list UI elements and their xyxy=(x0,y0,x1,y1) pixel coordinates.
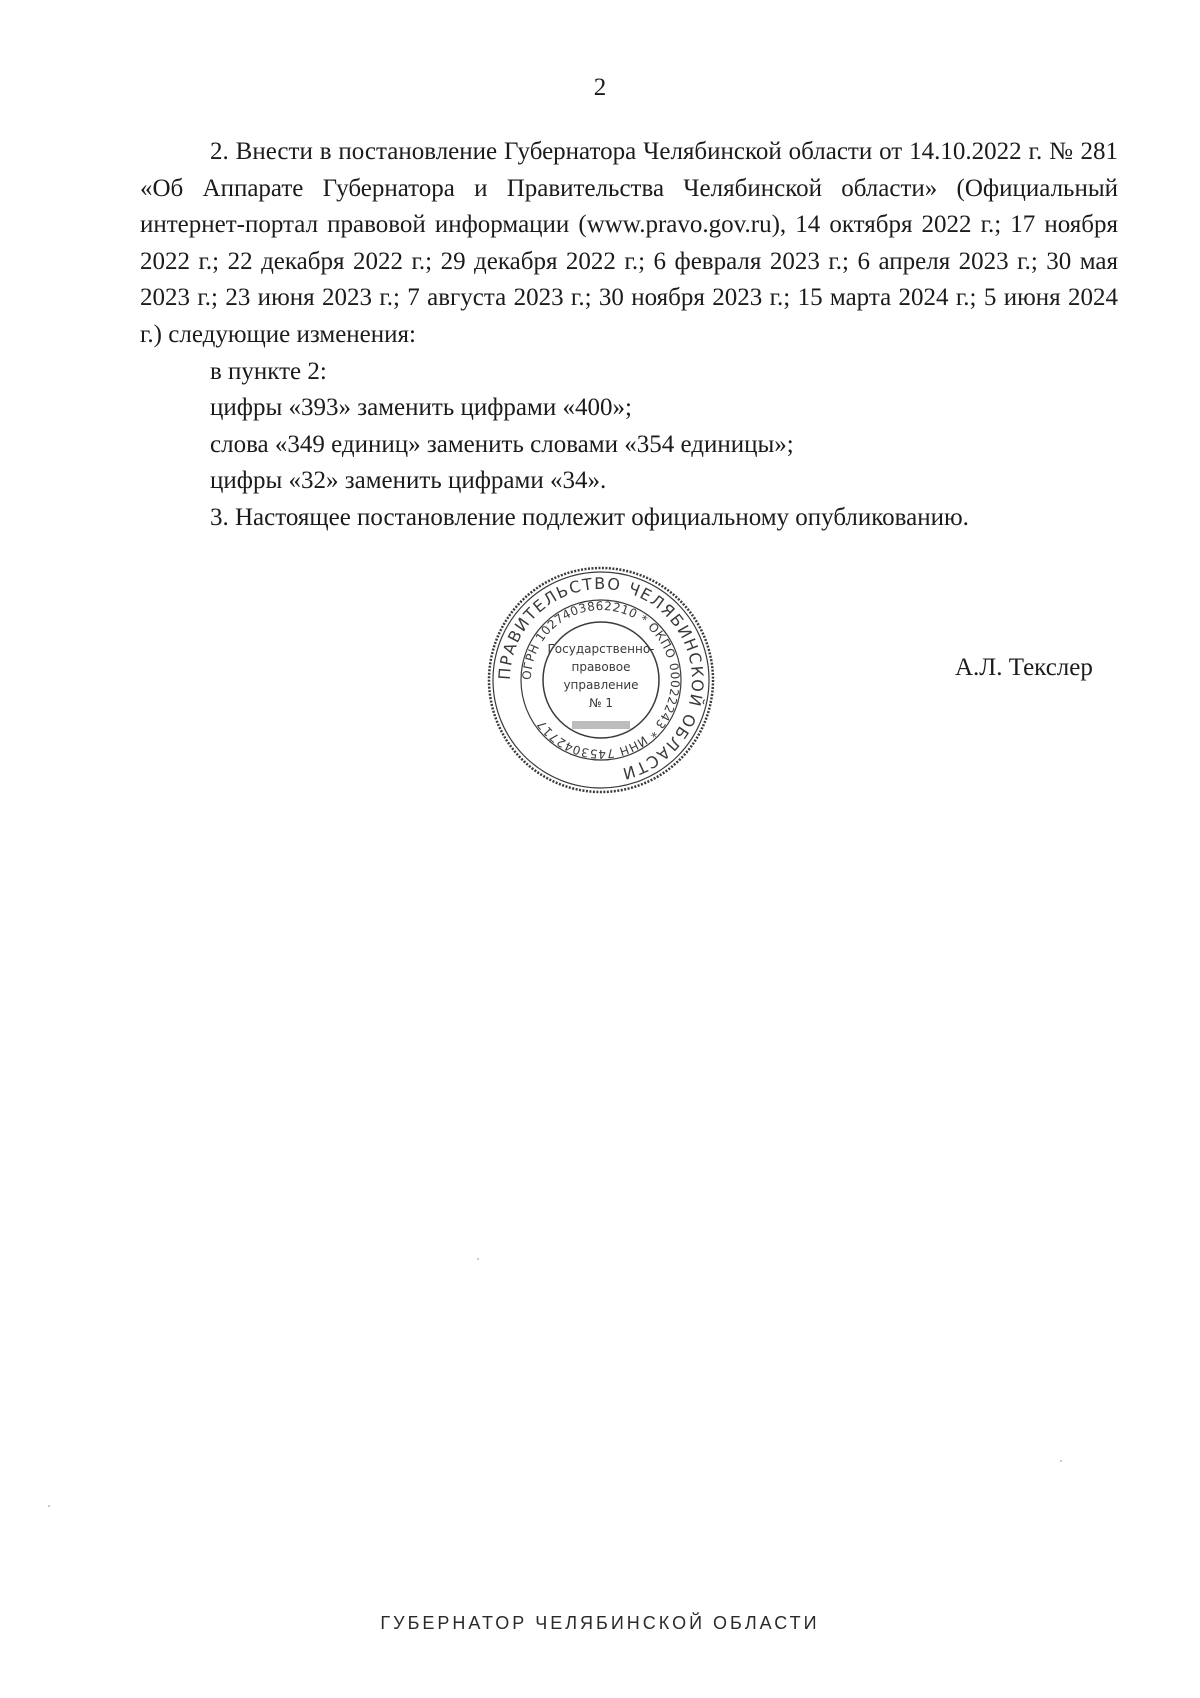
seal-center-line-4: № 1 xyxy=(589,696,613,710)
seal-outer-ring-text: ПРАВИТЕЛЬСТВО ЧЕЛЯБИНСКОЙ ОБЛАСТИ xyxy=(494,573,708,784)
paragraph-amendment: 2. Внести в постановление Губернатора Челябинской области от 14.10.2022 г. № 281 «Об Аппарате Губернатора и Правительства Челябинской области» (Официальный интернет-портал правовой информации (www.pravo.gov.ru), 14 октября 2022 г.; 17 ноября 2022 г.; 22 декабря 2022 г.; 29 декабря 2022 г.; 6 февраля 2023 г.; 6 апреля 2023 г.; 30 мая 2023 г.; 23 июня 2023 г.; 7 августа 2023 г.; 30 ноября 2023 г.; 15 марта 2024 г.; 5 июня 2024 г.) следующие изменения: xyxy=(140,138,1118,348)
paragraph-change-words: слова «349 единиц» заменить словами «354 единицы»; xyxy=(210,430,794,458)
seal-center-line-3: управление xyxy=(563,678,639,692)
paragraph-item-point: в пункте 2: xyxy=(210,357,327,385)
seal-hatch-band xyxy=(572,721,630,729)
seal-center-line-2: правовое xyxy=(571,660,631,674)
seal-middle-ring-text: ОГРН 1027403862210 * ОКПО 00022243 * ИНН 7453042717 xyxy=(519,598,683,762)
scan-speck xyxy=(1060,1460,1062,1462)
signature-name: А.Л. Текслер xyxy=(955,654,1093,681)
scan-speck xyxy=(48,1505,50,1507)
paragraph-change-digits-2: цифры «32» заменить цифрами «34». xyxy=(210,467,607,495)
scan-speck xyxy=(477,1258,479,1260)
paragraph-change-digits-1: цифры «393» заменить цифрами «400»; xyxy=(210,394,632,422)
document-body xyxy=(140,134,1118,537)
seal-center-line-1: Государственно- xyxy=(547,642,655,656)
footer-issuer: ГУБЕРНАТОР ЧЕЛЯБИНСКОЙ ОБЛАСТИ xyxy=(380,1613,820,1633)
official-seal xyxy=(486,565,716,795)
paragraph-publication: 3. Настоящее постановление подлежит официальному опубликованию. xyxy=(210,503,969,531)
page-number: 2 xyxy=(593,74,607,101)
seal-graphic xyxy=(486,565,716,795)
